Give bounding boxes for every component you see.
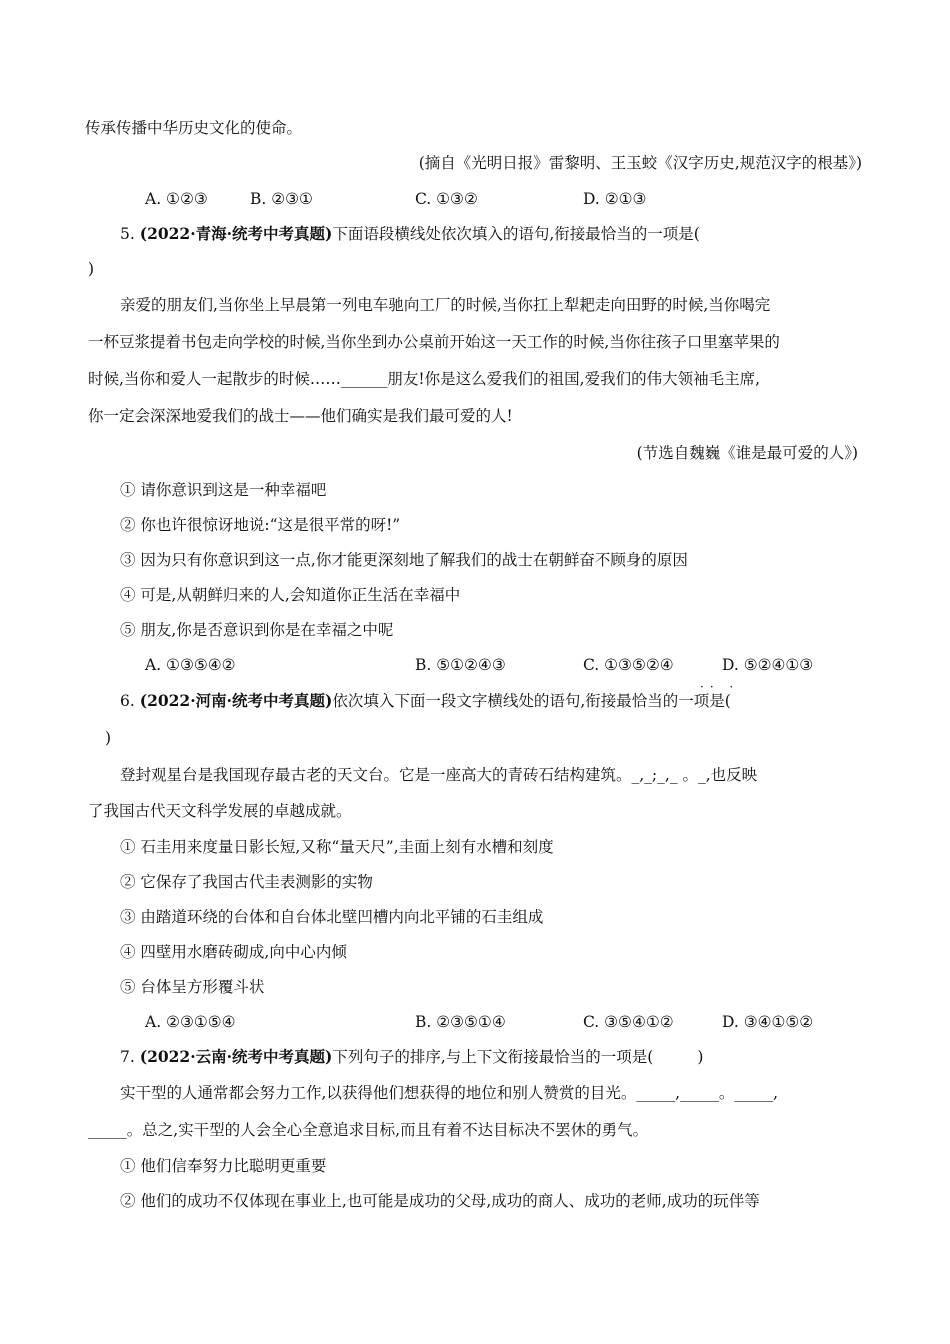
passage-source: (节选自魏巍《谁是最可爱的人》) <box>636 444 858 462</box>
choice-item: ③ 由踏道环绕的台体和自台体北壁凹槽内向北平铺的石圭组成 <box>120 908 544 926</box>
option-b: B. ②③⑤①④ <box>415 1013 506 1031</box>
choice-item: ② 他们的成功不仅体现在事业上,也可能是成功的父母,成功的商人、成功的老师,成功的玩伴等 <box>120 1192 760 1210</box>
choice-item: ⑤ 朋友,你是否意识到你是在幸福之中呢 <box>120 621 394 639</box>
question-5-header <box>120 223 700 245</box>
passage-tail: 传承传播中华历史文化的使命。 <box>85 119 303 137</box>
passage-line: 登封观星台是我国现存最古老的天文台。它是一座高大的青砖石结构建筑。_,_;_,_ 。_,也反映 <box>120 766 758 784</box>
choice-item: ① 请你意识到这是一种幸福吧 <box>120 481 327 499</box>
option-a: A. ②③①⑤④ <box>145 1013 236 1031</box>
choice-item: ④ 四壁用水磨砖砌成,向中心内倾 <box>120 943 347 961</box>
question-stem: 下列句子的排序,与上下文衔接最恰当的一项是( <box>332 1048 654 1066</box>
option-d: D. ⑤②④①③ <box>722 656 814 674</box>
option-d: D. ②①③ <box>583 190 647 208</box>
option-b: B. ⑤①②④③ <box>415 656 506 674</box>
passage-line: 了我国古代天文科学发展的卓越成就。 <box>88 802 352 820</box>
question-stem-end: ) <box>105 729 112 747</box>
option-c: C. ①③② <box>415 190 478 208</box>
question-6-header <box>120 690 731 712</box>
choice-item: ② 它保存了我国古代圭表测影的实物 <box>120 873 373 891</box>
question-tag: (2022·云南·统考中考真题) <box>139 1047 333 1066</box>
option-c: C. ①③⑤②④ <box>583 656 674 674</box>
question-stem: 依次填入下面一段文字横线处的语句,衔接最恰当的一项是( <box>332 692 731 710</box>
passage-line: 亲爱的朋友们,当你坐上早晨第一列电车驰向工厂的时候,当你扛上犁耙走向田野的时候,当你喝完 <box>120 296 771 314</box>
passage-line: 实干型的人通常都会努力工作,以获得他们想获得的地位和别人赞赏的目光。_____,_____。_____, <box>120 1084 779 1102</box>
option-a: A. ①②③ <box>145 190 208 208</box>
choice-item: ② 你也许很惊讶地说:“这是很平常的呀!” <box>120 516 401 534</box>
choice-item: ④ 可是,从朝鲜归来的人,会知道你正生活在幸福中 <box>120 586 461 604</box>
question-number: 6. <box>120 692 135 710</box>
option-d: D. ③④①⑤② <box>722 1013 814 1031</box>
option-c: C. ③⑤④①② <box>583 1013 674 1031</box>
choice-item: ① 石圭用来度量日影长短,又称“量天尺”,圭面上刻有水槽和刻度 <box>120 838 554 856</box>
choice-item: ⑤ 台体呈方形覆斗状 <box>120 978 265 996</box>
question-stem: 下面语段横线处依次填入的语句,衔接最恰当的一项是( <box>332 225 700 243</box>
emphasis-dots: ·· · <box>700 680 740 694</box>
question-tag: (2022·河南·统考中考真题) <box>139 691 333 710</box>
choice-item: ③ 因为只有你意识到这一点,你才能更深刻地了解我们的战士在朝鲜奋不顾身的原因 <box>120 551 688 569</box>
question-stem-end: ) <box>88 260 95 278</box>
question-number: 7. <box>120 1048 135 1066</box>
question-stem-end: ) <box>697 1048 704 1066</box>
passage-line: _____。总之,实干型的人会全心全意追求目标,而且有着不达目标决不罢休的勇气。 <box>88 1121 649 1139</box>
passage-source: (摘自《光明日报》雷黎明、王玉蛟《汉字历史,规范汉字的根基》) <box>418 154 862 172</box>
passage-line: 你一定会深深地爱我们的战士——他们确实是我们最可爱的人! <box>88 407 513 425</box>
option-a: A. ①③⑤④② <box>145 656 236 674</box>
question-tag: (2022·青海·统考中考真题) <box>139 224 333 243</box>
option-b: B. ②③① <box>250 190 313 208</box>
question-number: 5. <box>120 225 135 243</box>
choice-item: ① 他们信奉努力比聪明更重要 <box>120 1157 327 1175</box>
passage-line: 时候,当你和爱人一起散步的时候……______朋友!你是这么爱我们的祖国,爱我们的伟大领袖毛主席, <box>88 370 761 388</box>
question-7-header <box>120 1046 703 1068</box>
passage-line: 一杯豆浆提着书包走向学校的时候,当你坐到办公桌前开始这一天工作的时候,当你往孩子口里塞苹果的 <box>88 333 780 351</box>
